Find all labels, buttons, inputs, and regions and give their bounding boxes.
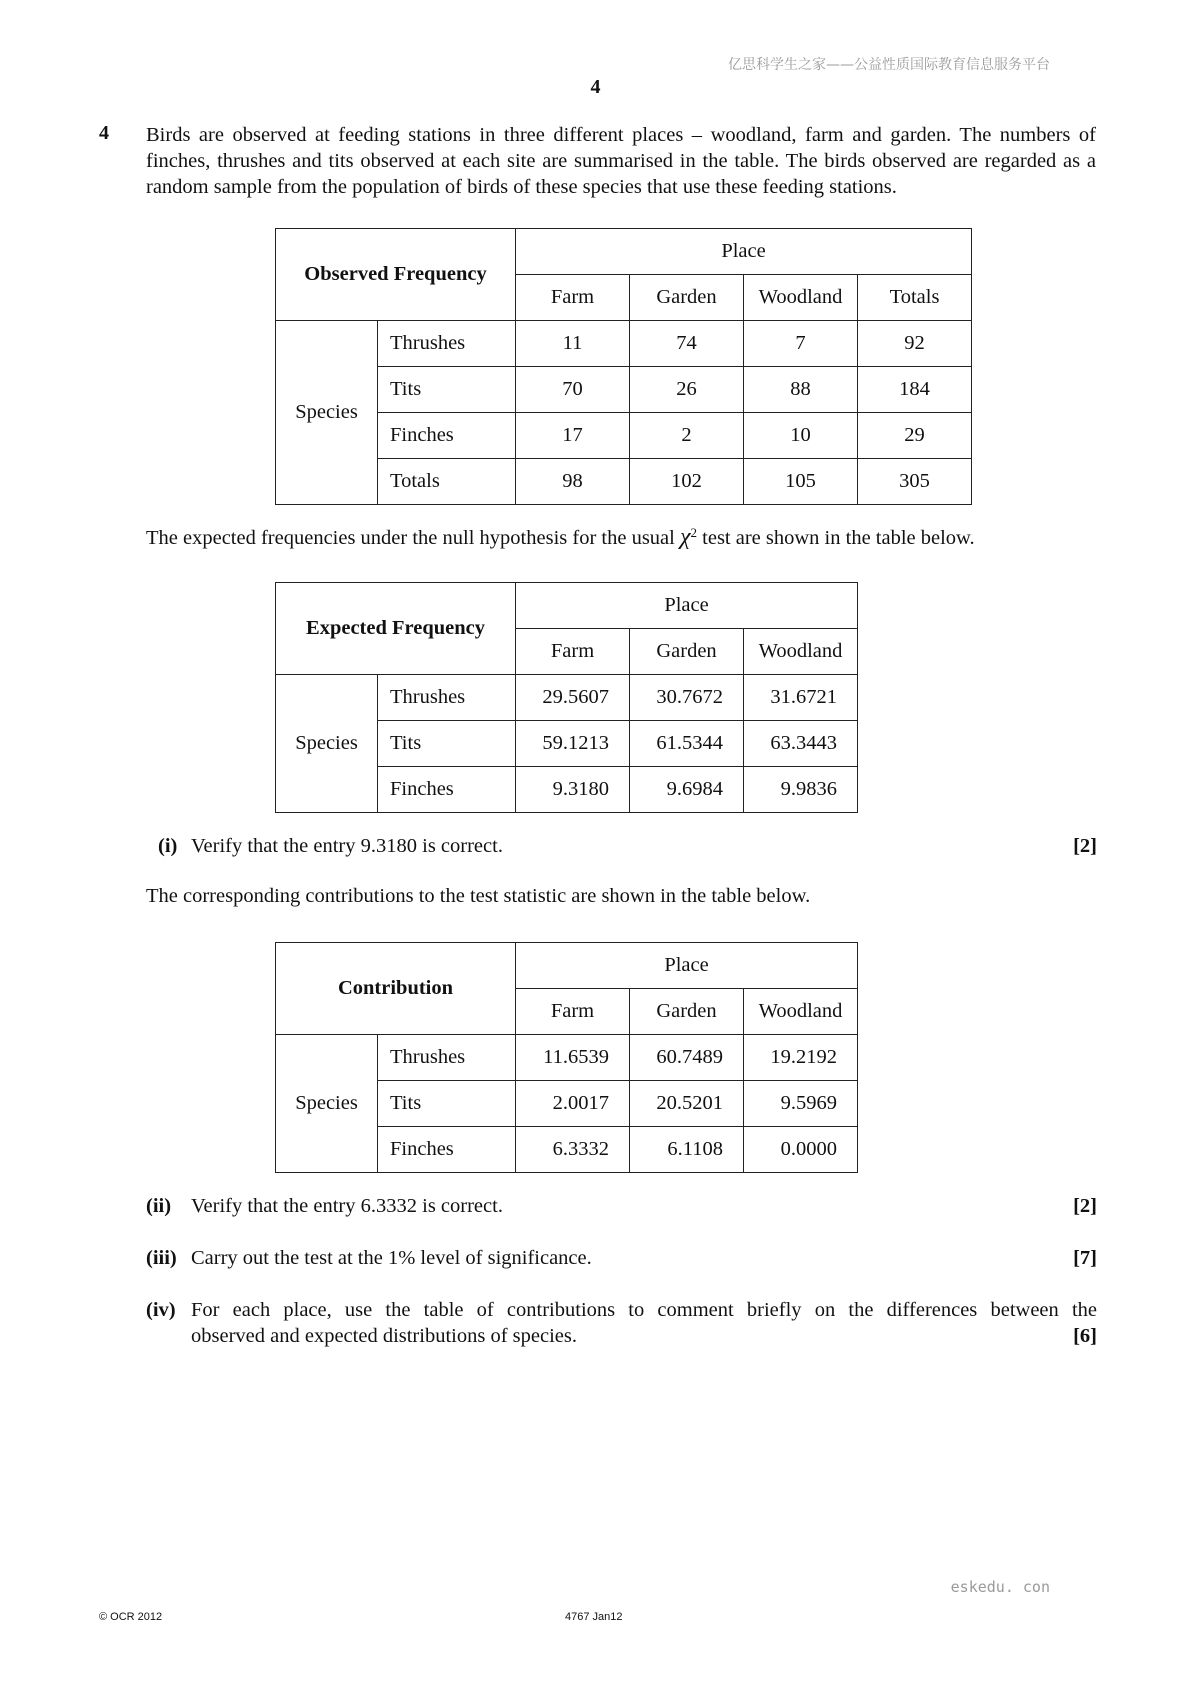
table-cell: 0.0000 [744, 1127, 858, 1173]
contribution-intro: The corresponding contributions to the test statistic are shown in the table below. [146, 885, 811, 907]
table-row [276, 675, 858, 721]
expected-species-label: Species [276, 675, 378, 813]
expected-col-header: Farm [516, 629, 630, 675]
row-label: Tits [378, 367, 516, 413]
question-number: 4 [99, 122, 109, 144]
table-cell: 88 [744, 367, 858, 413]
table-cell: 70 [516, 367, 630, 413]
table-cell: 92 [858, 321, 972, 367]
table-cell: 2 [630, 413, 744, 459]
observed-species-label: Species [276, 321, 378, 505]
part-marks: [6] [1073, 1325, 1097, 1347]
table-cell: 9.6984 [630, 767, 744, 813]
part-text: Verify that the entry 6.3332 is correct. [191, 1195, 503, 1217]
row-label: Thrushes [378, 321, 516, 367]
expected-place-header: Place [516, 583, 858, 629]
table-cell: 9.9836 [744, 767, 858, 813]
footer-code: 4767 Jan12 [565, 1611, 623, 1623]
contribution-species-label: Species [276, 1035, 378, 1173]
chi-symbol: χ [679, 524, 691, 550]
table-row [276, 413, 972, 459]
table-row [276, 321, 972, 367]
contribution-table [275, 942, 858, 1173]
part-text: Verify that the entry 9.3180 is correct. [191, 835, 503, 857]
part-marks: [2] [1073, 1195, 1097, 1217]
part-label: (iii) [146, 1247, 177, 1269]
table-cell: 74 [630, 321, 744, 367]
part-label: (ii) [146, 1195, 172, 1217]
header-watermark: 亿思科学生之家——公益性质国际教育信息服务平台 [728, 57, 1050, 73]
contribution-col-header: Garden [630, 989, 744, 1035]
part-iii [0, 1247, 1191, 1275]
table-cell: 11.6539 [516, 1035, 630, 1081]
table-cell: 9.3180 [516, 767, 630, 813]
table-row [276, 459, 972, 505]
contribution-col-header: Farm [516, 989, 630, 1035]
expected-intro-before: The expected frequencies under the null hypothesis for the usual [146, 527, 680, 549]
expected-intro-after: test are shown in the table below. [697, 527, 975, 549]
part-label: (iv) [146, 1299, 176, 1321]
table-cell: 61.5344 [630, 721, 744, 767]
table-cell: 2.0017 [516, 1081, 630, 1127]
table-cell: 7 [744, 321, 858, 367]
table-cell: 19.2192 [744, 1035, 858, 1081]
table-cell: 6.3332 [516, 1127, 630, 1173]
table-cell: 26 [630, 367, 744, 413]
footer-copyright: © OCR 2012 [99, 1611, 163, 1623]
observed-title: Observed Frequency [276, 229, 516, 321]
observed-col-header: Woodland [744, 275, 858, 321]
table-cell: 63.3443 [744, 721, 858, 767]
part-text: Carry out the test at the 1% level of significance. [191, 1247, 592, 1269]
observed-col-header: Farm [516, 275, 630, 321]
table-cell: 59.1213 [516, 721, 630, 767]
table-cell: 11 [516, 321, 630, 367]
table-cell: 184 [858, 367, 972, 413]
row-label: Thrushes [378, 675, 516, 721]
row-label: Thrushes [378, 1035, 516, 1081]
footer-watermark: eskedu. con [950, 1578, 1050, 1596]
part-marks: [7] [1073, 1247, 1097, 1269]
table-cell: 9.5969 [744, 1081, 858, 1127]
part-ii [0, 1195, 1191, 1223]
table-row [276, 1035, 858, 1081]
part-i [0, 835, 1191, 863]
part-marks: [2] [1073, 835, 1097, 857]
contribution-place-header: Place [516, 943, 858, 989]
expected-col-header: Woodland [744, 629, 858, 675]
row-label: Finches [378, 413, 516, 459]
part-iv [0, 1299, 1191, 1355]
contribution-col-header: Woodland [744, 989, 858, 1035]
contribution-title: Contribution [276, 943, 516, 1035]
row-label: Finches [378, 1127, 516, 1173]
observed-place-header: Place [516, 229, 972, 275]
table-cell: 29 [858, 413, 972, 459]
expected-intro [146, 524, 1096, 551]
table-cell: 20.5201 [630, 1081, 744, 1127]
table-cell: 105 [744, 459, 858, 505]
table-cell: 30.7672 [630, 675, 744, 721]
table-cell: 305 [858, 459, 972, 505]
page-number: 4 [590, 76, 601, 98]
table-cell: 98 [516, 459, 630, 505]
chi-power: 2 [690, 525, 698, 540]
part-label: (i) [158, 835, 178, 857]
question-intro: Birds are observed at feeding stations in three different places – woodland, farm and garden. The numbers of finches, thrushes and tits observed at each site are summarised in the table. The birds observed are regarded as a random sample from the population of birds of these species that use these feeding stations. [146, 124, 1096, 198]
table-cell: 17 [516, 413, 630, 459]
expected-col-header: Garden [630, 629, 744, 675]
row-label: Totals [378, 459, 516, 505]
table-cell: 6.1108 [630, 1127, 744, 1173]
observed-col-header: Garden [630, 275, 744, 321]
observed-col-header: Totals [858, 275, 972, 321]
row-label: Tits [378, 1081, 516, 1127]
part-text-line2: observed and expected distributions of species. [191, 1325, 577, 1347]
observed-frequency-table [275, 228, 972, 505]
table-cell: 31.6721 [744, 675, 858, 721]
table-cell: 10 [744, 413, 858, 459]
table-cell: 60.7489 [630, 1035, 744, 1081]
expected-frequency-table [275, 582, 858, 813]
expected-title: Expected Frequency [276, 583, 516, 675]
row-label: Tits [378, 721, 516, 767]
part-text-line1: For each place, use the table of contributions to comment briefly on the differences between the [191, 1299, 1097, 1321]
table-row [276, 367, 972, 413]
table-cell: 102 [630, 459, 744, 505]
table-cell: 29.5607 [516, 675, 630, 721]
row-label: Finches [378, 767, 516, 813]
